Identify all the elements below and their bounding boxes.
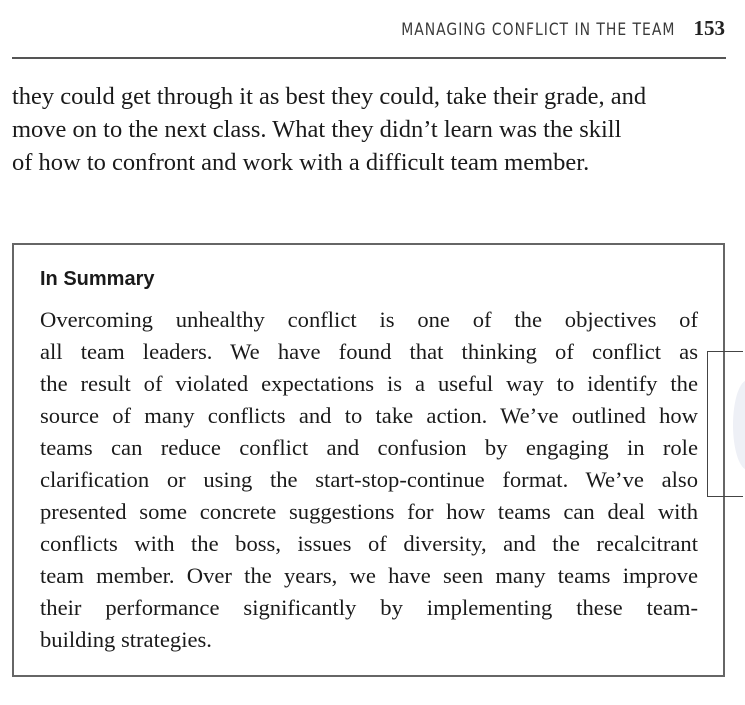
summary-line: conflicts with the boss, issues of diversity, and the recalcitrant — [40, 531, 698, 556]
summary-line: their performance significantly by implementing these team- — [40, 595, 698, 620]
summary-heading: In Summary — [40, 268, 155, 290]
page-number: 153 — [693, 16, 725, 40]
summary-line: clarification or using the start-stop-continue format. We’ve also — [40, 467, 698, 492]
summary-line: teams can reduce conflict and confusion by engaging in role — [40, 435, 698, 460]
summary-line: source of many conflicts and to take action. We’ve outlined how — [40, 403, 698, 428]
summary-line: Overcoming unhealthy conflict is one of the objectives of — [40, 307, 698, 332]
header-rule — [12, 57, 726, 59]
summary-line: all team leaders. We have found that thinking of conflict as — [40, 339, 698, 364]
summary-line: presented some concrete suggestions for how teams can deal with — [40, 499, 698, 524]
summary-line: building strategies. — [40, 627, 212, 652]
body-line: move on to the next class. What they didn’t learn was the skill — [12, 116, 622, 143]
summary-line: the result of violated expectations is a useful way to identify the — [40, 371, 698, 396]
body-line: they could get through it as best they could, take their grade, and — [12, 83, 647, 110]
summary-line: team member. Over the years, we have seen many teams improve — [40, 563, 698, 588]
running-head — [341, 16, 725, 41]
summary-paragraph — [40, 304, 698, 656]
body-paragraph — [12, 80, 730, 179]
running-title: MANAGING CONFLICT IN THE TEAM — [401, 20, 676, 40]
body-line: of how to confront and work with a difficult team member. — [12, 149, 590, 176]
